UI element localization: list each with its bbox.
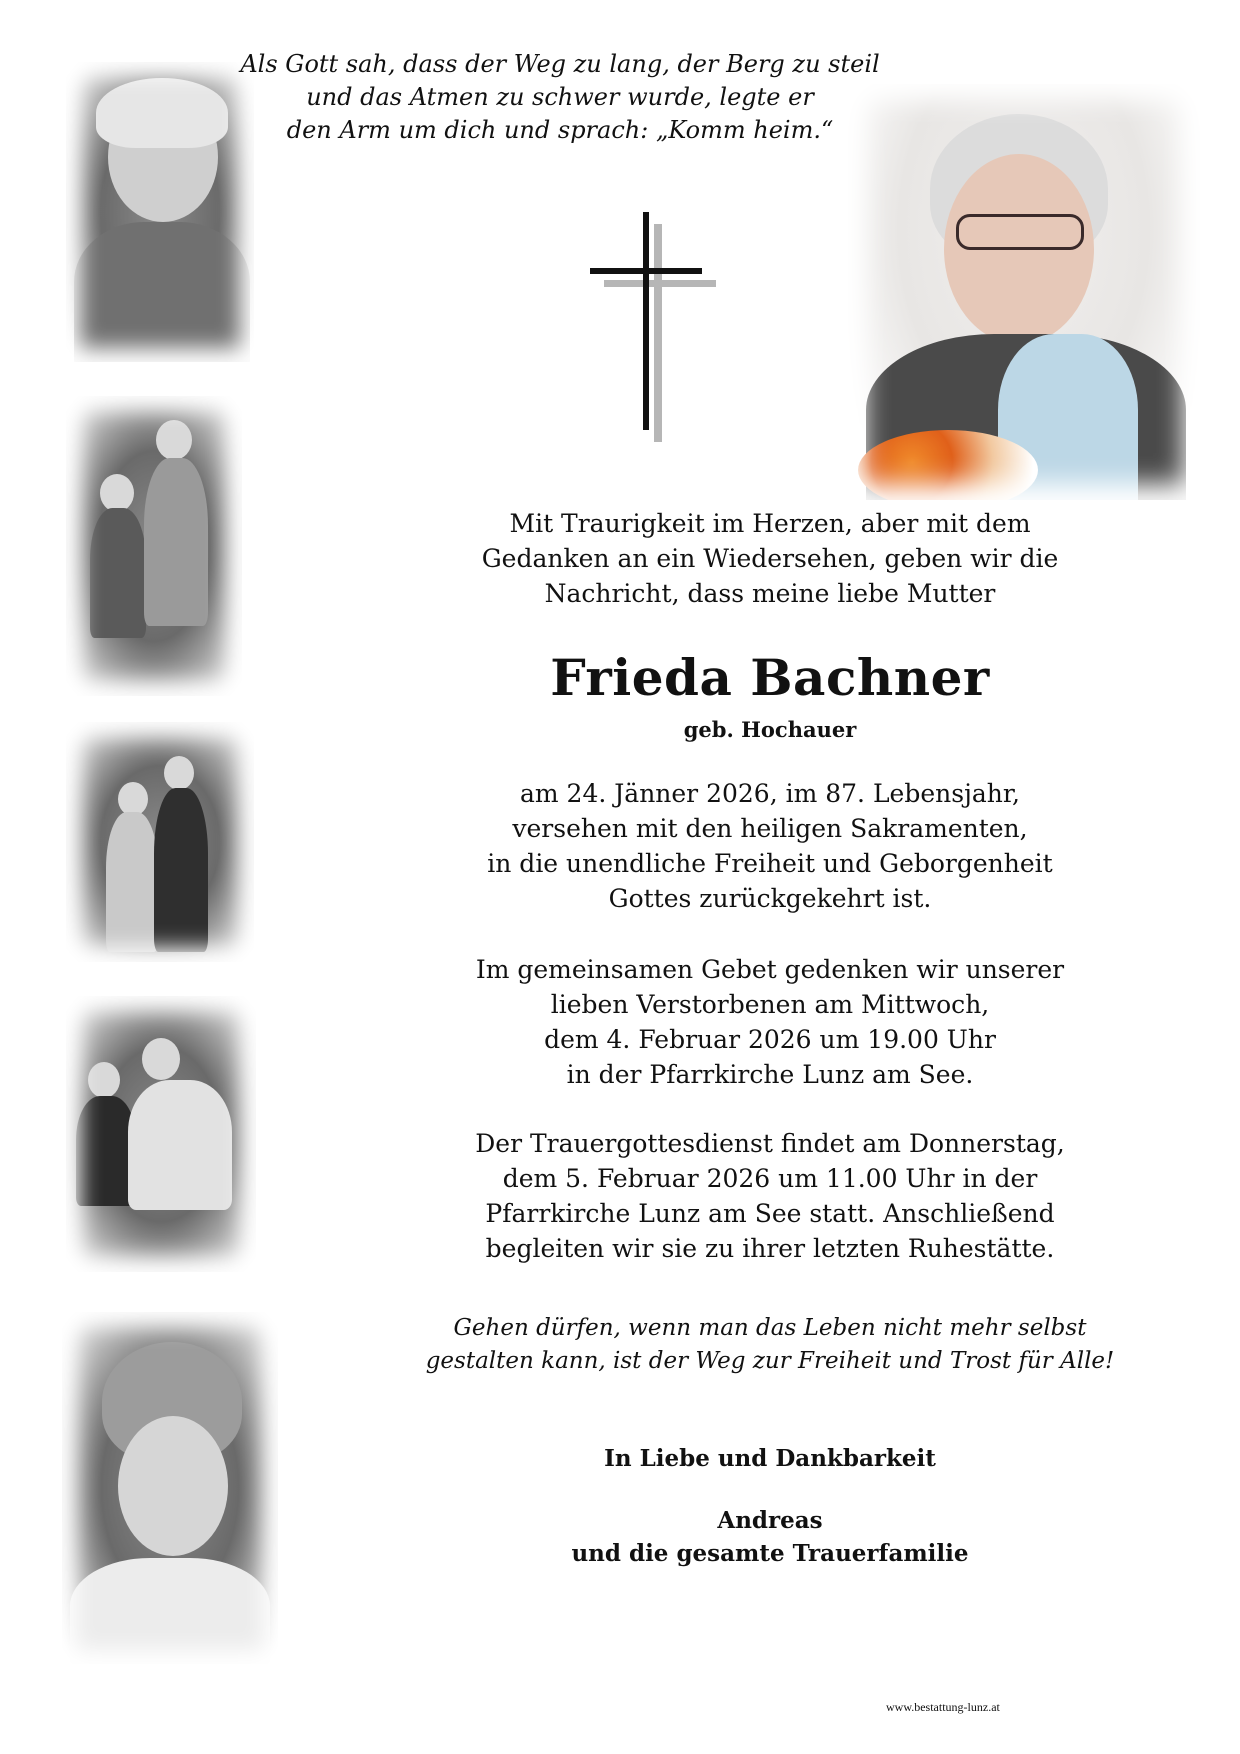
opening-quote-line-3: den Arm um dich und sprach: „Komm heim.“	[286, 116, 834, 144]
funeral-line-2: dem 5. Februar 2026 um 11.00 Uhr in der	[502, 1164, 1038, 1193]
birth-name: geb. Hochauer	[683, 717, 857, 742]
death-text	[440, 776, 1100, 916]
signature-greeting: In Liebe und Dankbarkeit	[604, 1445, 936, 1472]
cross-shadow-vertical	[654, 224, 662, 442]
signature-name: Andreas	[717, 1507, 823, 1534]
intro-line-1: Mit Traurigkeit im Herzen, aber mit dem	[509, 509, 1031, 538]
funeral-line-1: Der Trauergottesdienst findet am Donnerstag,	[475, 1129, 1065, 1158]
prayer-line-2: lieben Verstorbenen am Mittwoch,	[550, 990, 990, 1019]
intro-line-3: Nachricht, dass meine liebe Mutter	[544, 579, 996, 608]
deceased-name: Frieda Bachner	[550, 648, 990, 707]
flower-bouquet	[858, 430, 1038, 500]
death-line-3: in die unendliche Freiheit und Geborgenheit	[487, 849, 1053, 878]
closing-quote	[400, 1312, 1140, 1378]
funeral-line-4: begleiten wir sie zu ihrer letzten Ruhestätte.	[485, 1234, 1055, 1263]
cross-vertical	[643, 212, 649, 430]
intro-line-2: Gedanken an ein Wiedersehen, geben wir die	[481, 544, 1059, 573]
photo-young-woman-portrait	[62, 1312, 278, 1664]
death-line-4: Gottes zurückgekehrt ist.	[608, 884, 932, 913]
portrait-deceased	[848, 84, 1200, 500]
signature-block	[440, 1504, 1100, 1570]
opening-quote	[240, 48, 880, 147]
prayer-line-3: dem 4. Februar 2026 um 19.00 Uhr	[544, 1025, 996, 1054]
cross-horizontal	[590, 268, 702, 274]
prayer-line-4: in der Pfarrkirche Lunz am See.	[566, 1060, 974, 1089]
photo-two-girls	[66, 396, 242, 696]
prayer-text	[440, 952, 1100, 1092]
photo-mother-with-child	[66, 996, 256, 1272]
funeral-line-3: Pfarrkirche Lunz am See statt. Anschließend	[485, 1199, 1055, 1228]
death-line-2: versehen mit den heiligen Sakramenten,	[512, 814, 1028, 843]
closing-quote-line-2: gestalten kann, ist der Weg zur Freiheit und Trost für Alle!	[425, 1348, 1115, 1374]
footer-website[interactable]: www.bestattung-lunz.at	[886, 1700, 1000, 1714]
cross-shadow-horizontal	[604, 280, 716, 287]
prayer-line-1: Im gemeinsamen Gebet gedenken wir unserer	[475, 955, 1065, 984]
death-line-1: am 24. Jänner 2026, im 87. Lebensjahr,	[520, 779, 1020, 808]
opening-quote-line-1: Als Gott sah, dass der Weg zu lang, der Berg zu steil	[240, 50, 880, 78]
closing-quote-line-1: Gehen dürfen, wenn man das Leben nicht mehr selbst	[453, 1315, 1087, 1341]
signature-family: und die gesamte Trauerfamilie	[571, 1540, 969, 1567]
funeral-text	[440, 1126, 1100, 1266]
glasses-icon	[956, 214, 1084, 250]
photo-couple	[66, 722, 254, 962]
opening-quote-line-2: und das Atmen zu schwer wurde, legte er	[306, 83, 814, 111]
photo-childhood-portrait	[66, 62, 254, 362]
intro-text	[440, 506, 1100, 611]
